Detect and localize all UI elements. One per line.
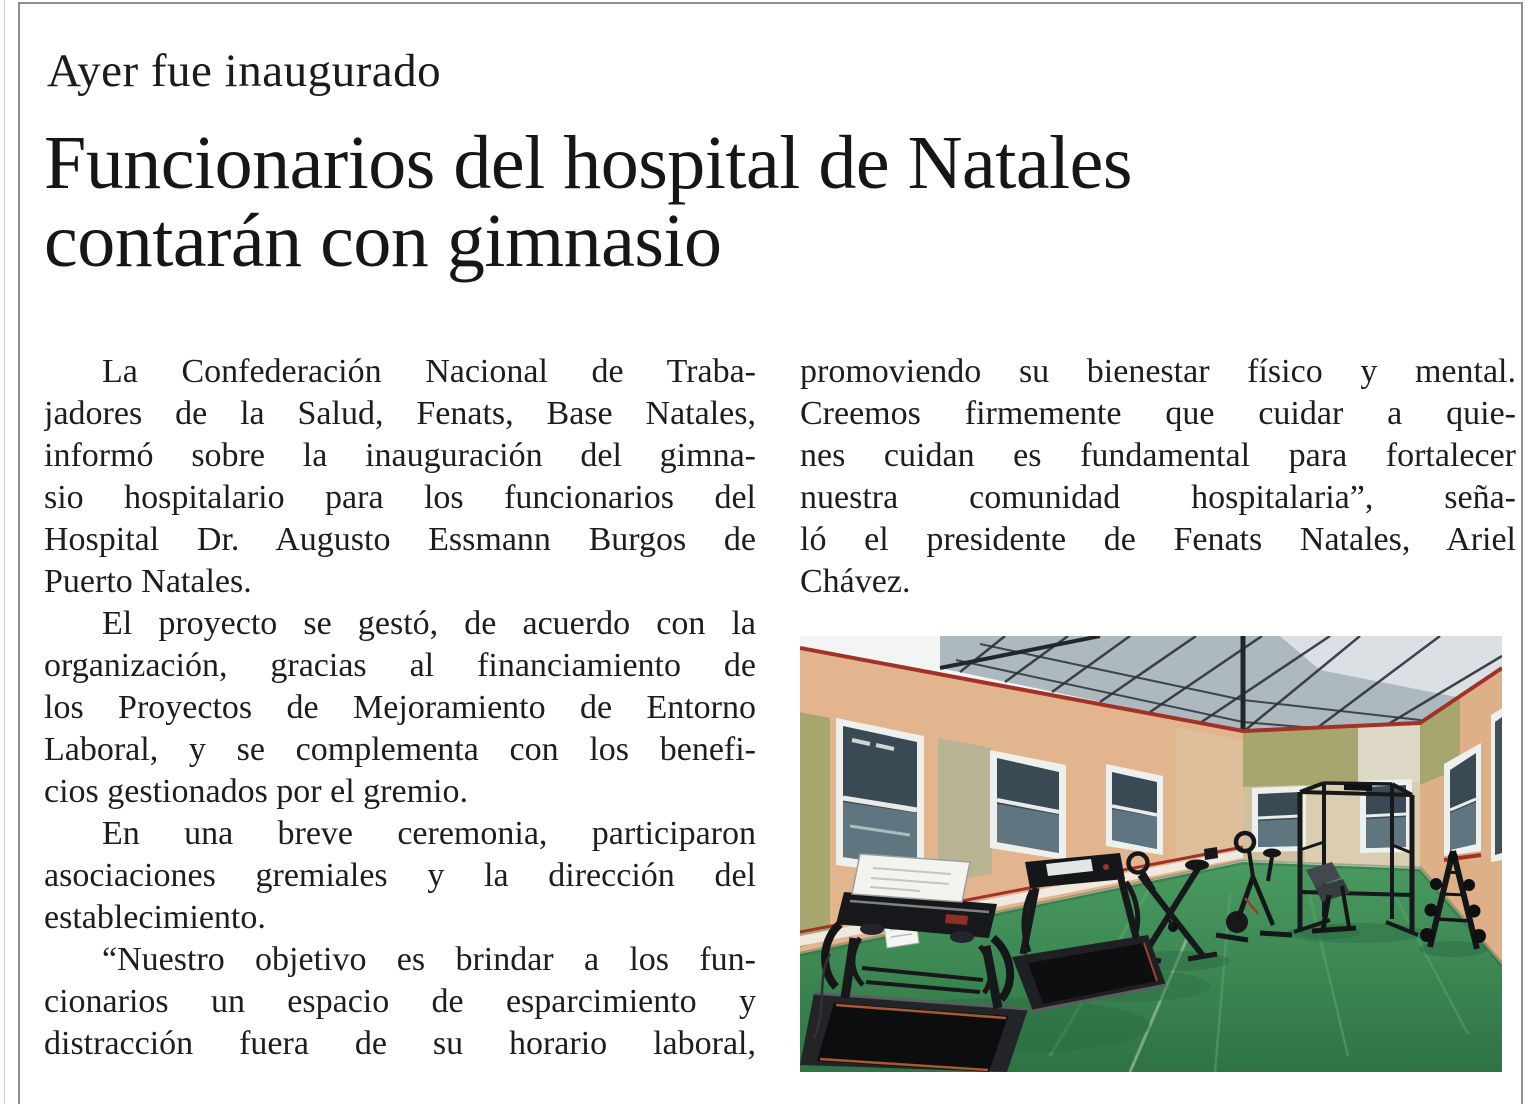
gym-photo: [800, 636, 1502, 1072]
article-line: “Nuestro objetivo es brindar a los fun-: [102, 941, 756, 978]
article-line: jadores de la Salud, Fenats, Base Natales,: [44, 395, 756, 432]
article-line: La Confederación Nacional de Traba-: [102, 353, 756, 390]
article-line: cios gestionados por el gremio.: [44, 773, 468, 810]
article-line: Creemos firmemente que cuidar a quie-: [800, 395, 1516, 432]
article-line: nes cuidan es fundamental para fortalecer: [800, 437, 1516, 474]
article-line: Hospital Dr. Augusto Essmann Burgos de: [44, 521, 756, 558]
article-line: Laboral, y se complementa con los benefi-: [44, 731, 756, 768]
column-left: [44, 351, 756, 1065]
paragraph: [44, 813, 756, 939]
scan-edge-line: [4, 0, 5, 1104]
paragraph: [44, 351, 756, 603]
article-line: cionarios un espacio de esparcimiento y: [44, 983, 756, 1020]
article-line: promoviendo su bienestar físico y mental.: [800, 353, 1516, 390]
column-right: [800, 351, 1516, 603]
article-line: ló el presidente de Fenats Natales, Ariel: [800, 521, 1516, 558]
paragraph: [44, 603, 756, 813]
article-line: El proyecto se gestó, de acuerdo con la: [102, 605, 756, 642]
article-line: organización, gracias al financiamiento de: [44, 647, 756, 684]
article-line: sio hospitalario para los funcionarios del: [44, 479, 756, 516]
kicker: Ayer fue inaugurado: [47, 45, 442, 97]
article-line: Puerto Natales.: [44, 563, 252, 600]
headline: Funcionarios del hospital de Natales contarán con gimnasio: [44, 121, 1132, 283]
article-line: los Proyectos de Mejoramiento de Entorno: [44, 689, 756, 726]
paragraph: [44, 939, 756, 1065]
article-line: asociaciones gremiales y la dirección del: [44, 857, 756, 894]
article-line: nuestra comunidad hospitalaria”, seña-: [800, 479, 1516, 516]
article-line: En una breve ceremonia, participaron: [102, 815, 756, 852]
article-line: distracción fuera de su horario laboral,: [44, 1025, 756, 1062]
paragraph: [800, 351, 1516, 603]
article-line: informó sobre la inauguración del gimna-: [44, 437, 756, 474]
article-line: establecimiento.: [44, 899, 266, 936]
article-line: Chávez.: [800, 563, 911, 600]
